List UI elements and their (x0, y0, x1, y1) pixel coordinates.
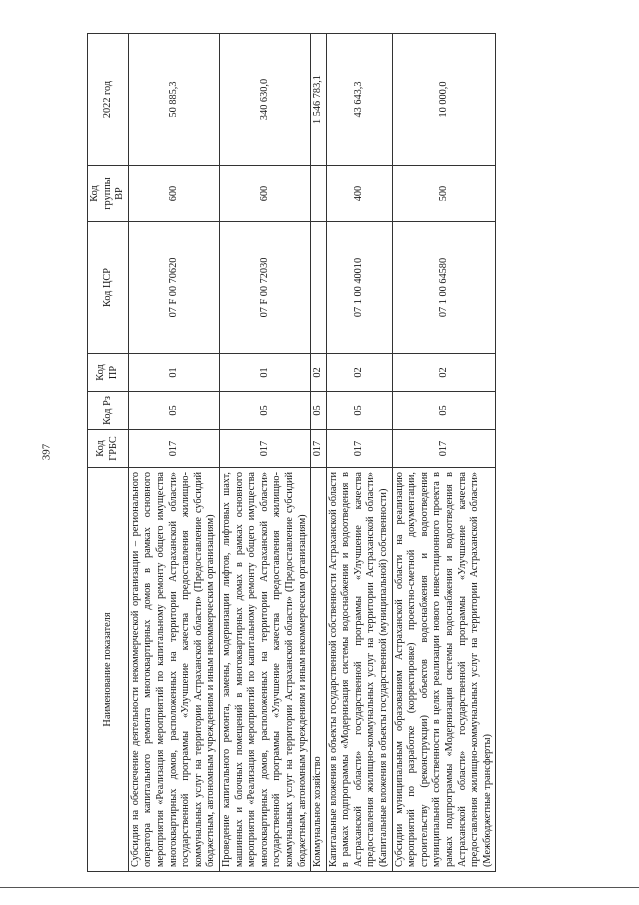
table-row (326, 34, 392, 872)
row-csr: 07 F 00 72030 (219, 222, 310, 354)
row-vr: 400 (326, 166, 392, 222)
page-bottom-rule (0, 887, 639, 888)
table-row (392, 34, 496, 872)
row-grbs: 017 (128, 430, 219, 468)
table-header-row (88, 34, 129, 872)
row-grbs: 017 (326, 430, 392, 468)
table-row (311, 34, 327, 872)
row-grbs: 017 (392, 430, 496, 468)
row-value: 340 630,0 (219, 34, 310, 166)
header-grbs: Код ГРБС (88, 430, 129, 468)
row-grbs: 017 (311, 430, 327, 468)
row-value: 10 000,0 (392, 34, 496, 166)
row-vr (311, 166, 327, 222)
row-csr: 07 1 00 64580 (392, 222, 496, 354)
budget-table-container (87, 34, 555, 872)
header-year: 2022 год (88, 34, 129, 166)
header-csr: Код ЦСР (88, 222, 129, 354)
row-csr: 07 F 00 70620 (128, 222, 219, 354)
header-vr: Код группы ВР (88, 166, 129, 222)
row-csr: 07 1 00 40010 (326, 222, 392, 354)
row-rz: 05 (326, 392, 392, 430)
row-name: Капитальные вложения в объекты государственной собственности Астраханской области в рамках подпрограммы «Модернизация системы водоснабжения и водоотведения в Астраханской области» государственной программы «Улучшение качества предоставления жилищно-коммунальных услуг на территории Астраханской области» (Капитальные вложения в объекты государственной (муниципальной) собственности) (326, 468, 392, 872)
row-pr: 02 (392, 354, 496, 392)
header-rz: Код Рз (88, 392, 129, 430)
table-row (219, 34, 310, 872)
rotated-page-content (87, 34, 555, 872)
row-rz: 05 (311, 392, 327, 430)
row-name: Субсидия на обеспечение деятельности некоммерческой организации – регионального оператора капитального ремонта многоквартирных домов в рамках основного мероприятия «Реализация мероприятий по капитальному ремонту общего имущества многоквартирных домов, расположенных на территории Астраханской области» государственной программы «Улучшение качества предоставления жилищно-коммунальных услуг на территории Астраханской области» (Предоставление субсидий бюджетным, автономным учреждениям и иным некоммерческим организациям) (128, 468, 219, 872)
row-name: Субсидии муниципальным образованиям Астраханской области на реализацию мероприятий по разработке (корректировке) проектно-сметной документации, строительству (реконструкции) объектов водоснабжения и водоотведения муниципальной собственности в целях реализации нового инвестиционного проекта в рамках подпрограммы «Модернизация системы водоснабжения и водоотведения в Астраханской области» государственной программы «Улучшение качества предоставления жилищно-коммунальных услуг на территории Астраханской области» (Межбюджетные трансферты) (392, 468, 496, 872)
budget-table (87, 33, 496, 872)
header-name: Наименование показателя (88, 468, 129, 872)
table-row (128, 34, 219, 872)
row-name: Проведение капитального ремонта, замены, модернизации лифтов, лифтовых шахт, машинных и блочных помещений в многоквартирных домах в рамках основного мероприятия «Реализация мероприятий по капитальному ремонту общего имущества многоквартирных домов, расположенных на территории Астраханской области» государственной программы «Улучшение качества предоставления жилищно-коммунальных услуг на территории Астраханской области» (Предоставление субсидий бюджетным, автономным учреждениям и иным некоммерческим организациям) (219, 468, 310, 872)
row-grbs: 017 (219, 430, 310, 468)
header-pr: Код ПР (88, 354, 129, 392)
row-value: 50 885,3 (128, 34, 219, 166)
row-pr: 02 (326, 354, 392, 392)
page-number: 397 (40, 443, 53, 461)
row-name: Коммунальное хозяйство (311, 468, 327, 872)
row-pr: 01 (219, 354, 310, 392)
row-rz: 05 (128, 392, 219, 430)
row-value: 43 643,3 (326, 34, 392, 166)
row-csr (311, 222, 327, 354)
row-value: 1 546 783,1 (311, 34, 327, 166)
row-rz: 05 (219, 392, 310, 430)
row-pr: 02 (311, 354, 327, 392)
row-vr: 600 (219, 166, 310, 222)
row-rz: 05 (392, 392, 496, 430)
row-pr: 01 (128, 354, 219, 392)
row-vr: 500 (392, 166, 496, 222)
row-vr: 600 (128, 166, 219, 222)
